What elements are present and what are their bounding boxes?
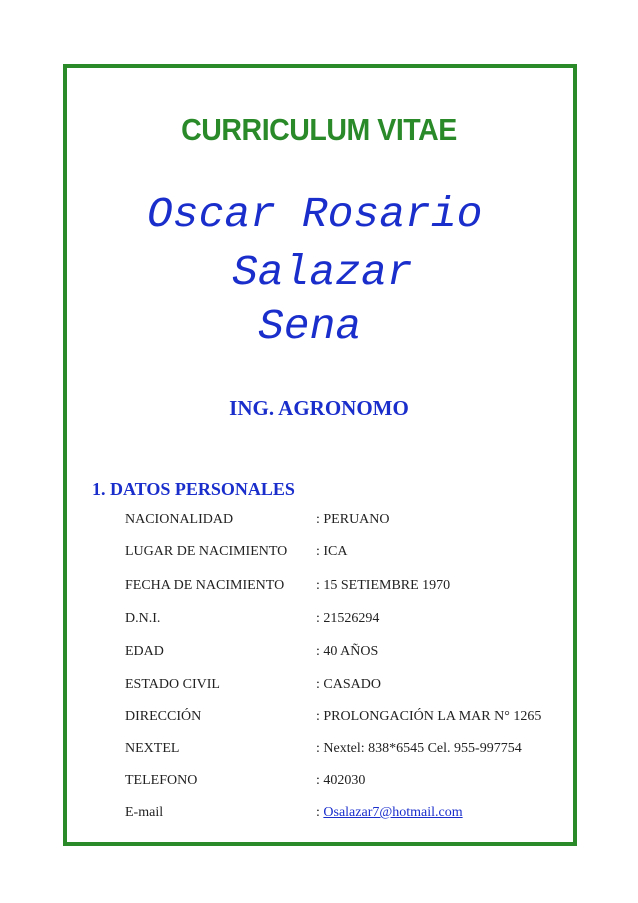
row-label: E-mail <box>125 805 164 820</box>
row-value: : Osalazar7@hotmail.com <box>316 805 463 820</box>
row-label: DIRECCIÓN <box>125 709 202 724</box>
row-value: : CASADO <box>316 677 381 692</box>
row-value: : 402030 <box>316 773 366 788</box>
info-row-nacionalidad <box>0 512 638 532</box>
row-value: : ICA <box>316 544 348 559</box>
row-label: EDAD <box>125 644 164 659</box>
info-row-edad <box>0 644 638 664</box>
info-row-lugar-nacimiento <box>0 544 638 564</box>
row-value: : 15 SETIEMBRE 1970 <box>316 578 451 593</box>
section-heading: 1. DATOS PERSONALES <box>92 479 295 499</box>
document-title: CURRICULUM VITAE <box>181 112 457 147</box>
name-line-2: Salazar <box>232 248 413 297</box>
name-line-3: Sena <box>258 302 362 351</box>
row-value: : Nextel: 838*6545 Cel. 955-997754 <box>316 741 522 756</box>
row-value: : PERUANO <box>316 512 390 527</box>
profession-title: ING. AGRONOMO <box>229 396 409 420</box>
row-value: : 21526294 <box>316 611 380 626</box>
info-row-telefono <box>0 773 638 793</box>
email-link[interactable]: Osalazar7@hotmail.com <box>323 805 463 820</box>
row-label: ESTADO CIVIL <box>125 677 220 692</box>
row-label: TELEFONO <box>125 773 198 788</box>
info-row-estado-civil <box>0 677 638 697</box>
row-label: D.N.I. <box>125 611 161 626</box>
row-value: : PROLONGACIÓN LA MAR N° 1265 <box>316 709 542 724</box>
row-label: FECHA DE NACIMIENTO <box>125 578 285 593</box>
info-row-nextel <box>0 741 638 761</box>
name-line-1: Oscar Rosario <box>147 190 483 239</box>
info-row-fecha-nacimiento <box>0 578 638 598</box>
row-label: NEXTEL <box>125 741 180 756</box>
row-label: NACIONALIDAD <box>125 512 234 527</box>
row-value: : 40 AÑOS <box>316 644 379 659</box>
info-row-email <box>0 805 638 825</box>
info-row-direccion <box>0 709 638 729</box>
info-row-dni <box>0 611 638 631</box>
row-label: LUGAR DE NACIMIENTO <box>125 544 288 559</box>
